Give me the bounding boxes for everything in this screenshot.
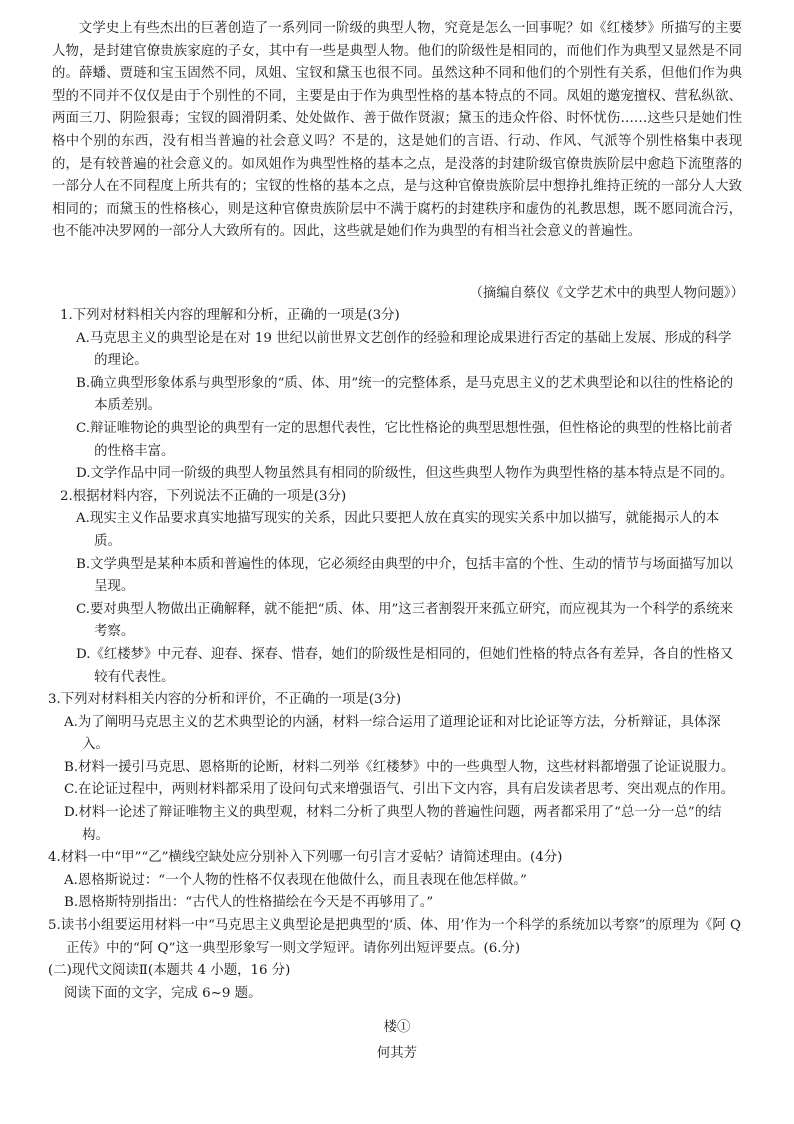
question-list <box>0 305 794 1067</box>
option-c: C.辩证唯物论的典型论的典型有一定的思想代表性，它比性格论的典型思想性强，但性格论的典型的性格比前者的性格丰富。 <box>76 420 733 459</box>
option-c: C.要对典型人物做出正确解释，就不能把“质、体、用”这三者割裂开来孤立研究，而应视其为一个科学的系统来考察。 <box>76 601 734 640</box>
option-b: B.恩格斯特别指出：“古代人的性格描绘在今天是不再够用了。” <box>64 895 434 911</box>
question-stem: 2.根据材料内容，下列说法不正确的一项是(3分) <box>60 488 347 504</box>
article-author: 何其芳 <box>376 1046 418 1062</box>
option-b: B.文学典型是某种本质和普遍性的体现，它必须经由典型的中介，包括丰富的个性、生动的情节与场面描写加以呈现。 <box>76 556 733 595</box>
section-instruction: 阅读下面的文字，完成 6~9 题。 <box>64 985 262 1001</box>
option-a: A.现实主义作品要求真实地描写现实的关系，因此只要把人放在真实的现实关系中加以描写，就能揭示人的本质。 <box>76 511 720 549</box>
question-2 <box>0 486 794 689</box>
option-a: A.为了阐明马克思主义的艺术典型论的内涵，材料一综合运用了道理论证和对比论证等方法，分析辩证，具体深入。 <box>64 714 721 753</box>
question-stem: 3.下列对材料相关内容的分析和评价，不正确的一项是(3分) <box>48 692 402 708</box>
section-heading: (二)现代文阅读Ⅱ(本题共 4 小题，16 分) <box>48 963 291 979</box>
question-stem: 4.材料一中“甲”“乙”横线空缺处应分别补入下列哪一句引言才妥帖？请简述理由。(4分) <box>48 850 563 866</box>
option-c: C.在论证过程中，两则材料都采用了设问句式来增强语气、引出下文内容，具有启发读者思考、突出观点的作用。 <box>64 782 735 798</box>
question-stem: 1.下列对材料相关内容的理解和分析，正确的一项是(3分) <box>60 308 400 323</box>
question-stem: 5.读书小组要运用材料一中“马克思主义典型论是把典型的‘质、体、用’作为一个科学的系统加以考察”的原理为《阿 Q正传》中的“阿 Q”这一典型形象写一则文学短评。请你列出短评要点。(6.分) <box>48 918 741 956</box>
option-b: B.材料一援引马克思、恩格斯的论断，材料二列举《红楼梦》中的一些典型人物，这些材料都增强了论证说服力。 <box>64 759 735 775</box>
question-1 <box>0 305 794 486</box>
option-b: B.确立典型形象体系与典型形象的“质、体、用”统一的完整体系，是马克思主义的艺术典型论和以往的性格论的本质差别。 <box>76 375 734 414</box>
question-5 <box>0 915 794 960</box>
option-d: D.材料一论述了辩证唯物主义的典型观，材料二分析了典型人物的普遍性问题，两者都采用了“总一分一总”的结构。 <box>64 805 722 843</box>
option-a: A.马克思主义的典型论是在对 19 世纪以前世界文艺创作的经验和理论成果进行否定的基础上发展、形成的科学的理论。 <box>76 330 732 369</box>
option-a: A.恩格斯说过：“一个人物的性格不仅表现在他做什么，而且表现在他怎样做。” <box>64 872 527 888</box>
question-4 <box>0 847 794 915</box>
passage-paragraph: 文学史上有些杰出的巨著创造了一系列同一阶级的典型人物，究竟是怎么一回事呢？如《红楼梦》所描写的主要人物，是封建官僚贵族家庭的子女，其中有一些是典型人物。他们的阶级性是相同的，而他们作为典型又显然是不同的。薛蟠、贾琏和宝玉固然不同，凤姐、宝钗和黛玉也很不同。虽然这种不同和他们的个别性有关系，但他们作为典型的不同并不仅仅是由于个别性的不同，主要是由于作为典型性格的基本特点的不同。凤姐的邀宠擅权、营私纵欲、两面三刀、阴险狠毒；宝钗的圆滑阴柔、处处做作、善于做作贤淑；黛玉的违众忤俗、时怀忧伤……这些只是她们性格中个别的东西，没有相当普遍的社会意义吗？不是的，这是她们的言语、行动、作风、气派等个别性格集中表现的，是有较普遍的社会意义的。如凤姐作为典型性格的基本之点，是没落的封建阶级官僚贵族阶层中愈趋下流堕落的一部分人在不同程度上所共有的；宝钗的性格的基本之点，是与这种官僚贵族阶层中想挣扎维持正统的一部分人大致相同的；而黛玉的性格核心，则是这种官僚贵族阶层中不满于腐朽的封建秩序和虚伪的礼教思想，既不愿同流合污，也不能冲决罗网的一部分人大致所有的。因此，这些就是她们作为典型的有相当社会意义的普遍性。 <box>52 21 742 240</box>
passage-source: （摘编自蔡仪《文学艺术中的典型人物问题》） <box>469 286 744 301</box>
option-d: D.文学作品中同一阶级的典型人物虽然具有相同的阶级性，但这些典型人物作为典型性格的基本特点是不同的。 <box>76 466 734 482</box>
question-3 <box>0 689 794 847</box>
option-d: D.《红楼梦》中元春、迎春、探春、惜春，她们的阶级性是相同的，但她们性格的特点各有差异，各自的性格又较有代表性。 <box>76 646 734 685</box>
article-title: 楼① <box>383 1020 411 1036</box>
